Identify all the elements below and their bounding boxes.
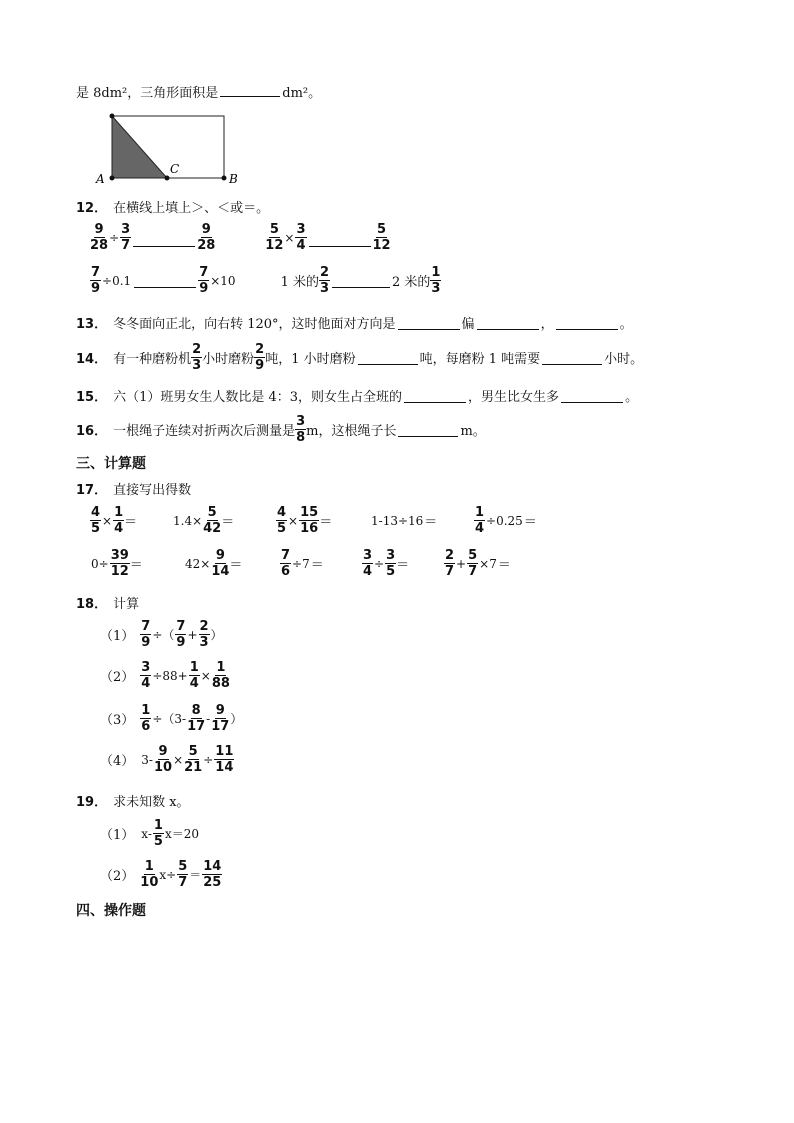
fraction — [467, 548, 478, 579]
numerator: 1 — [144, 859, 154, 874]
text: ， — [540, 317, 554, 332]
text: ×7 — [479, 556, 497, 571]
fraction — [202, 859, 222, 890]
text: ÷（ — [152, 628, 175, 642]
denominator: 4 — [475, 521, 485, 536]
answer-blank[interactable] — [332, 274, 390, 288]
text: 17． — [76, 483, 108, 498]
numerator: 15 — [300, 505, 319, 520]
fraction — [319, 265, 330, 296]
text: x- — [141, 826, 152, 841]
text: × — [288, 513, 299, 528]
text: x÷ — [159, 867, 177, 882]
text: 求未知数 x。 — [113, 795, 190, 810]
fraction — [280, 548, 291, 579]
q12-title — [76, 197, 269, 216]
text: （1） — [100, 828, 135, 843]
answer-blank[interactable] — [477, 316, 539, 330]
q19-title — [76, 791, 190, 810]
fraction — [110, 548, 130, 579]
text: ，男生比女生多 — [468, 390, 560, 405]
q19-part2 — [100, 859, 222, 890]
numerator: 1 — [153, 818, 163, 833]
q17-row2 — [90, 548, 511, 579]
text: 六（1）班男女生人数比是 4：3，则女生占全班的 — [113, 390, 403, 405]
numerator: 1 — [114, 505, 124, 520]
fraction — [177, 859, 188, 890]
text: 是 8dm²，三角形面积是 — [76, 86, 219, 101]
text: + — [187, 627, 198, 642]
q11-line — [76, 82, 321, 101]
numerator: 5 — [178, 859, 188, 874]
fraction — [189, 660, 200, 691]
oral-item — [474, 505, 537, 536]
denominator: 9 — [176, 635, 186, 650]
fraction — [191, 342, 202, 373]
q12-row1 — [90, 222, 391, 253]
text: 12． — [76, 201, 108, 216]
numerator: 9 — [215, 703, 225, 718]
numerator: 39 — [110, 548, 129, 563]
text: ÷0.25 — [486, 513, 523, 528]
numerator: 9 — [201, 222, 211, 237]
denominator: 7 — [445, 564, 455, 579]
fraction — [212, 660, 230, 691]
q12-row2 — [90, 265, 441, 296]
denominator: 3 — [192, 358, 202, 373]
denominator: 4 — [189, 676, 199, 691]
text: + — [456, 556, 467, 571]
text: × — [284, 230, 295, 245]
fraction — [90, 265, 101, 296]
fraction — [199, 619, 210, 650]
text: （2） — [100, 869, 135, 884]
denominator: 10 — [140, 875, 159, 890]
fraction — [197, 222, 215, 253]
q17-row1 — [90, 505, 537, 536]
fraction — [203, 505, 221, 536]
text: ） — [230, 712, 243, 726]
q14 — [76, 342, 643, 373]
numerator: 1 — [475, 505, 485, 520]
text: ＝ — [189, 868, 202, 882]
numerator: 5 — [468, 548, 478, 563]
denominator: 7 — [121, 238, 131, 253]
text: 冬冬面向正北，向右转 120°，这时他面对方向是 — [113, 317, 396, 332]
text: 小时磨粉 — [202, 352, 255, 367]
answer-blank[interactable] — [404, 389, 466, 403]
fraction — [295, 222, 306, 253]
fraction — [90, 222, 108, 253]
numerator: 3 — [386, 548, 396, 563]
oral-item — [90, 505, 172, 536]
text: × — [173, 752, 184, 767]
denominator: 5 — [153, 834, 163, 849]
text: 0÷ — [91, 556, 109, 571]
numerator: 4 — [91, 505, 101, 520]
q18-title — [76, 593, 139, 612]
numerator: 11 — [215, 744, 234, 759]
answer-blank[interactable] — [556, 316, 618, 330]
fraction — [444, 548, 455, 579]
fraction — [113, 505, 124, 536]
numerator: 8 — [191, 703, 201, 718]
answer-blank[interactable] — [358, 351, 418, 365]
fraction — [254, 342, 265, 373]
answer-blank[interactable] — [398, 316, 460, 330]
text: ÷ — [109, 230, 120, 245]
oral-item — [444, 548, 511, 579]
text: ＝ — [319, 515, 333, 530]
fraction — [211, 548, 229, 579]
fraction — [184, 744, 202, 775]
denominator: 3 — [431, 281, 441, 296]
text: 在横线上填上＞、＜或＝。 — [113, 201, 270, 216]
q18-part4 — [100, 744, 234, 775]
denominator: 10 — [153, 760, 173, 775]
numerator: 3 — [363, 548, 373, 563]
q18-part1 — [100, 619, 224, 650]
fraction — [187, 703, 205, 734]
oral-item — [184, 548, 280, 579]
text: dm²。 — [282, 86, 322, 101]
text: 19． — [76, 795, 108, 810]
numerator: 9 — [94, 222, 104, 237]
text: m，这根绳子长 — [306, 424, 397, 439]
text: ＝ — [523, 515, 537, 530]
fraction — [385, 548, 396, 579]
text: ＝ — [497, 558, 511, 573]
numerator: 14 — [203, 859, 222, 874]
text: （2） — [100, 670, 135, 685]
denominator: 5 — [386, 564, 396, 579]
denominator: 5 — [91, 521, 101, 536]
denominator: 12 — [372, 238, 391, 253]
denominator: 4 — [114, 521, 124, 536]
text: × — [200, 668, 211, 683]
answer-blank[interactable] — [309, 228, 371, 247]
answer-blank[interactable] — [133, 228, 195, 247]
denominator: 16 — [300, 521, 319, 536]
denominator: 14 — [215, 760, 234, 775]
numerator: 7 — [199, 265, 209, 280]
oral-item — [362, 548, 444, 579]
fraction — [265, 222, 283, 253]
denominator: 9 — [199, 281, 209, 296]
text: x＝20 — [164, 827, 199, 841]
text: （1） — [100, 629, 135, 644]
text: 偏 — [461, 317, 475, 332]
answer-blank[interactable] — [220, 83, 280, 97]
numerator: 1 — [141, 703, 151, 718]
denominator: 3 — [199, 635, 209, 650]
text: 16． — [76, 424, 108, 439]
text: 1 米的 — [280, 275, 319, 290]
numerator: 5 — [377, 222, 387, 237]
q18-part2 — [100, 660, 230, 691]
numerator: 1 — [216, 660, 226, 675]
fraction — [140, 619, 151, 650]
numerator: 3 — [121, 222, 131, 237]
text: ＝ — [129, 558, 143, 573]
fraction — [474, 505, 485, 536]
denominator: 17 — [187, 719, 206, 734]
text: 18． — [76, 597, 108, 612]
text: ＝ — [124, 515, 138, 530]
numerator: 7 — [281, 548, 291, 563]
fraction — [120, 222, 131, 253]
text: 。 — [619, 317, 633, 332]
fraction — [373, 222, 391, 253]
numerator: 9 — [158, 744, 168, 759]
denominator: 21 — [184, 760, 203, 775]
text: 3- — [141, 752, 153, 767]
text: ＝ — [396, 558, 410, 573]
fraction — [153, 818, 164, 849]
denominator: 28 — [197, 238, 216, 253]
text: 吨，每磨粉 1 吨需要 — [419, 352, 541, 367]
fraction — [362, 548, 373, 579]
denominator: 28 — [90, 238, 109, 253]
fraction — [90, 505, 101, 536]
text: 直接写出得数 — [113, 483, 192, 498]
numerator: 4 — [277, 505, 287, 520]
fraction — [211, 703, 229, 734]
q18-part3 — [100, 703, 243, 734]
fraction — [299, 505, 319, 536]
text: ＝ — [221, 515, 235, 530]
fraction — [140, 660, 151, 691]
numerator: 3 — [296, 222, 306, 237]
denominator: 9 — [91, 281, 101, 296]
denominator: 7 — [468, 564, 478, 579]
text: 42× — [185, 556, 211, 571]
q19-part1 — [100, 818, 200, 849]
q13 — [76, 313, 633, 332]
text: ÷ — [374, 556, 385, 571]
text: ÷ — [203, 752, 214, 767]
fraction — [175, 619, 186, 650]
numerator: 9 — [215, 548, 225, 563]
denominator: 4 — [141, 676, 151, 691]
numerator: 2 — [255, 342, 265, 357]
denominator: 14 — [211, 564, 230, 579]
q17-title — [76, 479, 191, 498]
numerator: 5 — [207, 505, 217, 520]
numerator: 2 — [319, 265, 330, 280]
text: （3） — [100, 713, 135, 728]
denominator: 12 — [110, 564, 129, 579]
text: ÷88+ — [152, 668, 188, 683]
text: × — [102, 513, 113, 528]
numerator: 7 — [141, 619, 151, 634]
numerator: 2 — [192, 342, 202, 357]
section-title-operation: 四、操作题 — [76, 903, 146, 919]
answer-blank[interactable] — [542, 351, 602, 365]
denominator: 9 — [141, 635, 151, 650]
label-c: C — [170, 162, 180, 176]
denominator: 6 — [141, 719, 151, 734]
text: ×10 — [210, 273, 236, 288]
numerator: 5 — [188, 744, 198, 759]
numerator: 7 — [176, 619, 186, 634]
answer-blank[interactable] — [398, 423, 458, 437]
q16 — [76, 414, 486, 445]
section-title-calc: 三、计算题 — [76, 456, 146, 472]
text: 有一种磨粉机 — [113, 352, 192, 367]
text: ＝ — [310, 558, 324, 573]
denominator: 3 — [319, 281, 330, 296]
denominator: 12 — [265, 238, 284, 253]
text: 14． — [76, 352, 108, 367]
answer-blank[interactable] — [561, 389, 623, 403]
oral-item — [90, 548, 184, 579]
text: 2 米的 — [392, 275, 431, 290]
text: 1-13÷16 — [371, 513, 424, 528]
numerator: 1 — [189, 660, 199, 675]
numerator: 2 — [199, 619, 209, 634]
text: 一根绳子连续对折两次后测量是 — [113, 424, 296, 439]
text: 。 — [625, 390, 639, 405]
denominator: 9 — [255, 358, 265, 373]
text: （4） — [100, 754, 135, 769]
text: ＝ — [229, 558, 243, 573]
denominator: 7 — [178, 875, 188, 890]
text: - — [206, 711, 211, 726]
fraction — [276, 505, 287, 536]
text: 15． — [76, 390, 108, 405]
text: ÷7 — [292, 556, 310, 571]
label-b: B — [229, 172, 238, 186]
denominator: 5 — [277, 521, 287, 536]
rectangle-triangle-figure — [90, 110, 250, 190]
denominator: 25 — [203, 875, 222, 890]
oral-item — [280, 548, 362, 579]
text: ÷（3- — [152, 712, 187, 726]
text: 13． — [76, 317, 108, 332]
denominator: 88 — [211, 676, 230, 691]
denominator: 17 — [211, 719, 230, 734]
text: 吨，1 小时磨粉 — [265, 352, 356, 367]
fraction — [214, 744, 234, 775]
text: 1.4× — [173, 513, 203, 528]
denominator: 4 — [363, 564, 373, 579]
text: 计算 — [113, 597, 140, 612]
numerator: 1 — [431, 265, 441, 280]
fraction — [140, 703, 151, 734]
fraction — [430, 265, 441, 296]
numerator: 3 — [141, 660, 151, 675]
fraction — [295, 414, 306, 445]
q15 — [76, 386, 638, 405]
numerator: 5 — [269, 222, 279, 237]
oral-item — [172, 505, 276, 536]
answer-blank[interactable] — [134, 274, 196, 288]
text: ÷0.1 — [102, 273, 132, 288]
denominator: 6 — [281, 564, 291, 579]
denominator: 42 — [203, 521, 222, 536]
text: 小时。 — [604, 352, 644, 367]
denominator: 8 — [296, 430, 306, 445]
text: ＝ — [424, 515, 438, 530]
numerator: 7 — [91, 265, 101, 280]
numerator: 3 — [296, 414, 306, 429]
numerator: 2 — [445, 548, 455, 563]
fraction — [154, 744, 172, 775]
fraction — [140, 859, 158, 890]
text: ） — [210, 628, 223, 642]
fraction — [198, 265, 209, 296]
oral-item — [276, 505, 370, 536]
denominator: 4 — [296, 238, 306, 253]
oral-item — [370, 511, 474, 530]
label-a: A — [96, 172, 105, 186]
text: m。 — [460, 424, 486, 439]
